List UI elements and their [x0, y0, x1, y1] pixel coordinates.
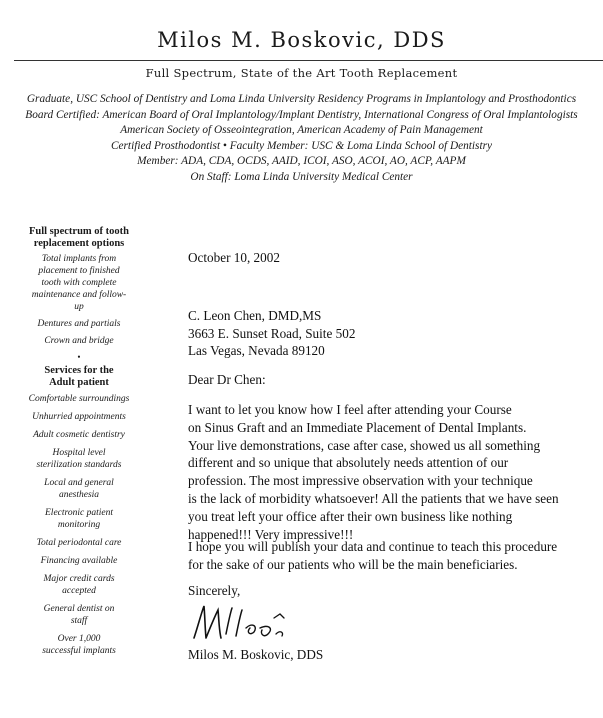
sidebar-item: Crown and bridge: [44, 336, 114, 346]
body-line: happened!!! Very impressive!!!: [188, 526, 354, 542]
closing: Sincerely,: [188, 583, 241, 598]
letterhead-tagline: Full Spectrum, State of the Art Tooth Replacement: [145, 66, 458, 80]
body-line: Your live demonstrations, case after case, showed us all something: [188, 437, 541, 453]
sidebar-item: Over 1,000 successful implants: [42, 634, 116, 656]
recipient-address: [188, 307, 598, 360]
body-line: different and so unique that absolutely needs attention of our: [188, 455, 509, 471]
sidebar-item: Local and general anesthesia: [44, 478, 114, 500]
credentials-block: [0, 92, 603, 185]
credential-line: American Society of Osseointegration, American Academy of Pain Management: [120, 124, 483, 136]
credential-line: Graduate, USC School of Dentistry and Loma Linda University Residency Programs in Implantology and Prosthodontics: [26, 93, 577, 105]
sidebar-bullet: •: [77, 352, 81, 362]
body-line: profession. The most impressive observation with your technique: [188, 473, 533, 489]
header-rule: [14, 60, 603, 61]
body-line: for the sake of our patients who will be the main beneficiaries.: [188, 556, 518, 572]
body-line: is the lack of morbidity whatsoever! All the patients that we have seen: [188, 490, 559, 506]
sidebar-item: Comfortable surroundings: [28, 394, 130, 404]
body-line: I hope you will publish your data and continue to teach this procedure: [188, 539, 558, 554]
sidebar-item: Hospital level sterilization standards: [36, 448, 122, 470]
body-line: I want to let you know how I feel after attending your Course: [188, 402, 512, 417]
credential-line: Certified Prosthodontist • Faculty Member: USC & Loma Linda School of Dentistry: [110, 139, 493, 152]
sidebar-item: Adult cosmetic dentistry: [33, 430, 125, 440]
recipient-line: C. Leon Chen, DMD,MS: [188, 308, 322, 323]
sidebar-heading-options: Full spectrum of tooth replacement options: [28, 226, 130, 249]
sidebar-item: Electronic patient monitoring: [45, 508, 113, 530]
sidebar-item: Total implants from placement to finished tooth with complete maintenance and follow-up: [31, 254, 127, 312]
recipient-line: Las Vegas, Nevada 89120: [188, 343, 325, 358]
letter-date: October 10, 2002: [188, 250, 280, 265]
letterhead-name: Milos M. Boskovic, DDS: [157, 28, 446, 52]
signer-name: Milos M. Boskovic, DDS: [188, 647, 324, 662]
credential-line: Member: ADA, CDA, OCDS, AAID, ICOI, ASO, ACOI, AO, ACP, AAPM: [137, 155, 466, 167]
body-paragraph-1: [188, 401, 598, 543]
handwritten-signature: [188, 598, 298, 646]
sidebar-item: Financing available: [40, 556, 118, 566]
sidebar-item: Dentures and partials: [37, 319, 121, 329]
body-paragraph-2: [188, 538, 598, 574]
credential-line: On Staff: Loma Linda University Medical Center: [190, 170, 413, 183]
body-line: on Sinus Graft and an Immediate Placement of Dental Implants.: [188, 419, 527, 435]
sidebar-item: Major credit cards accepted: [43, 574, 115, 596]
recipient-line: 3663 E. Sunset Road, Suite 502: [188, 325, 356, 341]
sidebar-heading-services: Services for the Adult patient: [44, 365, 114, 388]
services-sidebar: [14, 226, 144, 657]
sidebar-item: Unhurried appointments: [32, 412, 126, 422]
sidebar-item: General dentist on staff: [43, 604, 115, 626]
credential-line: Board Certified: American Board of Oral Implantology/Implant Dentistry, International Congress of Oral Implantologists: [25, 108, 578, 121]
sidebar-item: Total periodontal care: [36, 538, 122, 548]
body-line: you treat left your office after their own business like nothing: [188, 508, 513, 524]
salutation: Dear Dr Chen:: [188, 372, 266, 387]
